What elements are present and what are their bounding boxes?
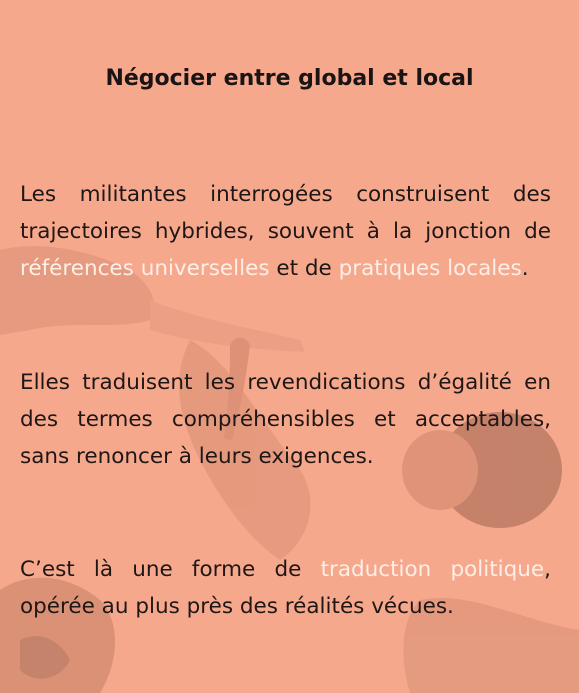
highlight-references-universelles: références universelles: [20, 256, 270, 281]
paragraph-1: [20, 176, 551, 287]
highlight-pratiques-locales: pratiques locales: [338, 256, 522, 281]
paragraph-3: [20, 551, 551, 625]
paragraph-1-text-c: .: [521, 256, 529, 281]
highlight-traduction-politique: traduction politique: [320, 557, 545, 582]
paragraph-3-text-b: , opérée au plus près des réalités vécues.: [20, 557, 551, 619]
slide-title: Négocier entre global et local: [105, 66, 474, 91]
paragraph-1-text-a: Les militantes interrogées construisent des trajectoires hybrides, souvent à la jonction de: [20, 182, 551, 244]
paragraph-1-text-b: et de: [269, 256, 339, 281]
paragraph-2-text: Elles traduisent les revendications d’égalité en des termes compréhensibles et acceptables, sans renoncer à leurs exigences.: [20, 370, 551, 469]
paragraph-2: [20, 364, 551, 475]
paragraph-3-text-a: C’est là une forme de: [20, 557, 321, 582]
